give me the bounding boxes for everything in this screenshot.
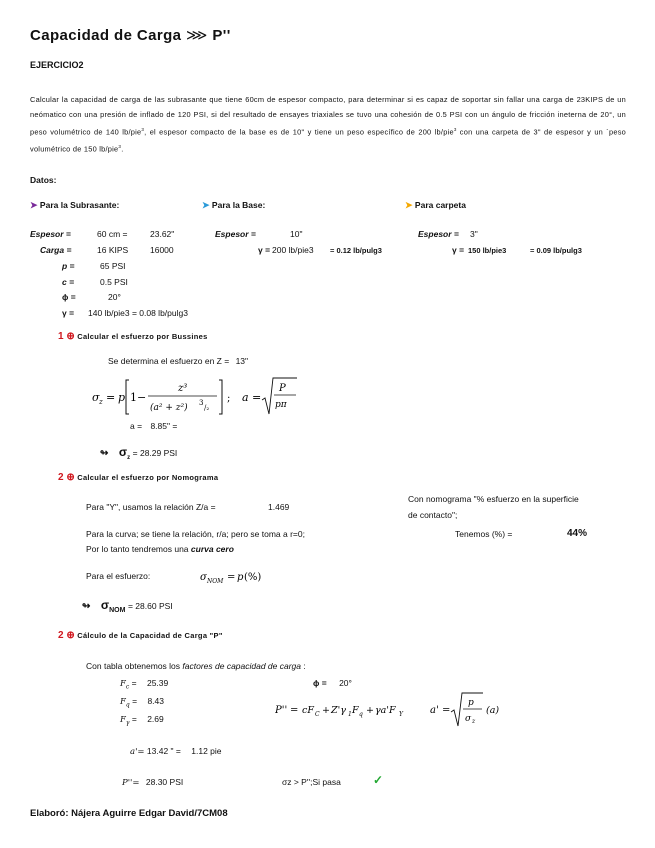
a-value: 8.85" =	[150, 421, 178, 431]
author-footer: Elaboró: Nájera Aguirre Edgar David/7CM08	[30, 808, 228, 819]
carpeta-gamma-value: 150 lb/pie3	[468, 246, 507, 255]
svg-text:(%): (%)	[244, 572, 262, 583]
svg-text:1: 1	[348, 711, 352, 718]
base-gamma-conv: = 0.12 lb/pulg3	[330, 246, 382, 255]
title-text: Capacidad de Carga	[30, 27, 182, 44]
svg-text:σ: σ	[92, 391, 100, 404]
sec3-line1	[86, 661, 306, 671]
datos-label: Datos:	[30, 175, 57, 185]
svg-text:=: =	[106, 391, 116, 404]
subrasante-carga-lb: 16000	[150, 245, 174, 255]
svg-text:(a): (a)	[486, 705, 500, 716]
arrow-right-icon: ➤	[202, 200, 210, 210]
sec2-tenemos-value: 44%	[567, 528, 588, 539]
svg-text:σ: σ	[200, 572, 207, 583]
fq-value: 8.43	[147, 696, 164, 706]
fq-label: F	[120, 697, 126, 707]
subrasante-espesor-label: Espesor =	[30, 229, 71, 239]
carpeta-espesor-value: 3"	[470, 229, 478, 239]
svg-text:z: z	[99, 398, 103, 406]
subrasante-espesor-cm: 60 cm =	[97, 229, 128, 239]
triple-arrow-icon: ⋙	[186, 27, 208, 44]
factor-fc: $F_c = 25.39$	[120, 678, 169, 691]
factor-fy: $F_\gamma = 2.69$	[120, 714, 164, 727]
factores-text: factores de capacidad de carga	[182, 661, 302, 671]
svg-text:+: +	[322, 705, 330, 716]
base-espesor-label: Espesor =	[215, 229, 256, 239]
a-label: a =	[130, 421, 143, 431]
boussinesq-formula-svg	[92, 374, 302, 418]
svg-text:P'': P''	[275, 705, 288, 716]
aprime-pie: 1.12 pie	[191, 746, 222, 756]
fc-sub: c	[125, 683, 130, 691]
svg-text:Y: Y	[399, 711, 403, 718]
arrow-right-icon: ➤	[30, 200, 38, 210]
svg-text:z: z	[472, 718, 476, 725]
phi-value: 20°	[339, 678, 352, 688]
subrasante-phi-value: 20°	[108, 292, 121, 302]
svg-text:C: C	[315, 711, 320, 718]
capacity-formula	[275, 690, 505, 730]
text: Se determina el esfuerzo en Z =	[108, 356, 230, 366]
problem-text-1: Calcular la capacidad de carga de las subrasante que tiene 60cm de espesor compacto, para determinar si es capaz de soportar sin fallar una carga de 23KIPS de un neómatico con una presión de inflado de 120 PSI, si del resultado de ensayes triaxiales se tuvo una cohesión de 0.5 PSI con un ángulo de fricción ineterna de 20°, un peso volumétrico de 140 lb/pie	[30, 95, 626, 137]
text: :	[301, 661, 306, 671]
factor-fq: $F_q = 8.43$	[120, 696, 164, 709]
exercise-label: EJERCICIO2	[30, 60, 84, 70]
p-label: P''=	[122, 778, 140, 788]
svg-text:cF: cF	[302, 705, 314, 716]
sec3-aprime-row	[130, 746, 222, 757]
sigma-symbol: σ	[100, 598, 110, 612]
boussinesq-formula	[92, 374, 302, 418]
svg-text:pπ: pπ	[275, 400, 287, 410]
subrasante-c-label: c =	[62, 277, 75, 287]
sigma-nom-value: = 28.60 PSI	[127, 601, 173, 611]
sec2-nomograma-line1: Con nomograma "% esfuerzo en la superficie	[408, 494, 579, 504]
fy-label: F	[120, 715, 126, 725]
svg-text:a: a	[242, 391, 249, 404]
section-number: 1 ⊕	[58, 331, 75, 342]
p-value: 28.30 PSI	[145, 777, 184, 787]
heading-text: Para carpeta	[414, 200, 466, 210]
subrasante-carga-label: Carga =	[40, 245, 72, 255]
subrasante-gamma-label: γ =	[62, 308, 75, 318]
base-gamma-value: 200 lb/pie3	[272, 245, 314, 255]
subrasante-gamma-value: 140 lb/pie3 = 0.08 lb/pulg3	[88, 308, 188, 318]
subrasante-p-label: p =	[62, 261, 75, 271]
fy-value: 2.69	[147, 714, 164, 724]
capacity-formula-svg	[275, 690, 505, 730]
arrow-right-icon: ➤	[405, 200, 413, 210]
carpeta-espesor-label: Espesor =	[418, 229, 459, 239]
carpeta-gamma-conv: = 0.09 lb/pulg3	[530, 246, 582, 255]
sec3-p-row	[122, 777, 183, 788]
section-1-heading	[58, 331, 208, 342]
svg-text:P: P	[279, 383, 286, 394]
sigma-subscript: z	[127, 454, 131, 461]
section-number: 2 ⊕	[58, 630, 75, 641]
sec2-line1: Para "Y", usamos la relación Z/a =	[86, 502, 216, 512]
superscript: 3	[141, 127, 145, 132]
curva-cero-text: curva cero	[190, 544, 234, 554]
phi-label: ϕ =	[313, 678, 327, 688]
svg-text:=: =	[252, 391, 262, 404]
page-title	[30, 26, 231, 44]
title-symbol: P''	[212, 27, 231, 44]
fc-label: F	[120, 679, 126, 689]
sigma-symbol: σ	[118, 445, 128, 459]
heading-text: Para la Base:	[211, 200, 266, 210]
svg-text:+: +	[366, 705, 374, 716]
section-title: Cálculo de la Capacidad de Carga "P"	[77, 631, 223, 640]
svg-text:a': a'	[430, 705, 439, 716]
fc-value: 25.39	[146, 678, 169, 688]
svg-text:p: p	[237, 572, 244, 583]
nomograma-formula	[200, 569, 280, 587]
sec2-tenemos-label: Tenemos (%) =	[455, 529, 513, 539]
subrasante-phi-label: ϕ =	[62, 292, 76, 302]
check-icon: ✓	[373, 773, 384, 787]
svg-text:3: 3	[199, 399, 204, 407]
sigma-subscript: NOM	[109, 606, 126, 614]
section-title: Calcular el esfuerzo por Nomograma	[77, 473, 219, 482]
sec2-line2: Para la curva; se tiene la relación, r/a; pero se toma a r=0;	[86, 529, 305, 539]
svg-text:z³: z³	[178, 383, 188, 394]
problem-text-4: .	[121, 144, 124, 154]
section-title: Calcular el esfuerzo por Bussines	[77, 332, 208, 341]
superscript: 3	[118, 144, 122, 150]
heading-text: Para la Subrasante:	[39, 200, 120, 210]
sec2-result	[82, 598, 173, 614]
svg-text:Z'γ: Z'γ	[331, 705, 346, 716]
sec3-phi	[313, 678, 352, 688]
sec2-nomograma-line2: de contacto";	[408, 510, 458, 520]
svg-text:=: =	[442, 705, 451, 716]
z-value: 13"	[235, 356, 249, 366]
text: Por lo tanto tendremos una	[86, 544, 191, 554]
nomograma-formula-svg	[200, 569, 280, 585]
problem-text-2: , el espesor compacto de la base es de 10" y tiene un peso específico de 200 lb/pie	[144, 127, 454, 137]
base-espesor-value: 10"	[290, 229, 303, 239]
svg-text:−: −	[137, 391, 147, 404]
sec1-a-row	[130, 421, 177, 431]
sec3-compare: σz > P'';Si pasa	[282, 777, 341, 787]
sec2-line3	[86, 544, 234, 554]
svg-text:σ: σ	[465, 714, 472, 724]
subrasante-heading	[30, 200, 119, 211]
svg-text:F: F	[352, 705, 359, 716]
svg-text:q: q	[359, 711, 363, 718]
fq-sub: q	[125, 701, 130, 709]
sec1-line1	[108, 356, 248, 366]
svg-text:p: p	[468, 698, 474, 708]
fy-sub: γ	[125, 719, 130, 727]
svg-text:1: 1	[130, 391, 137, 404]
svg-text:(a² + z²): (a² + z²)	[150, 403, 188, 413]
svg-text:γa'F: γa'F	[375, 705, 396, 716]
base-gamma-label: γ =	[258, 245, 271, 255]
carpeta-heading	[405, 200, 466, 211]
problem-statement	[30, 92, 626, 157]
base-heading	[202, 200, 265, 211]
aprime-label: a'=	[130, 747, 145, 757]
section-3-heading	[58, 630, 223, 641]
svg-text:=: =	[290, 705, 299, 716]
subrasante-carga-kips: 16 KIPS	[97, 245, 129, 255]
svg-text:/₂: /₂	[204, 404, 210, 412]
sec1-result	[100, 445, 177, 461]
problem-text-3: con una carpeta de 3" de espesor y un ´peso volumétrico de 150 lb/pie	[30, 127, 626, 154]
curved-arrow-icon: ↬	[100, 448, 109, 459]
svg-text:p: p	[118, 391, 126, 404]
sec2-za-value: 1.469	[268, 502, 290, 512]
curved-arrow-icon: ↬	[82, 601, 91, 612]
svg-text:;: ;	[227, 393, 231, 404]
sec2-line4: Para el esfuerzo:	[86, 571, 151, 581]
text: Con tabla obtenemos los	[86, 661, 183, 671]
svg-text:NOM: NOM	[207, 578, 224, 585]
superscript: 3	[453, 127, 457, 132]
section-number: 2 ⊕	[58, 472, 75, 483]
section-2-heading	[58, 472, 218, 483]
subrasante-c-value: 0.5 PSI	[100, 277, 128, 287]
carpeta-gamma-label: γ =	[452, 245, 465, 255]
subrasante-p-value: 65 PSI	[100, 261, 126, 271]
sigma-z-value: = 28.29 PSI	[132, 448, 178, 458]
subrasante-espesor-in: 23.62"	[150, 229, 175, 239]
aprime-value: 13.42 " =	[146, 746, 181, 756]
svg-text:=: =	[227, 572, 236, 583]
